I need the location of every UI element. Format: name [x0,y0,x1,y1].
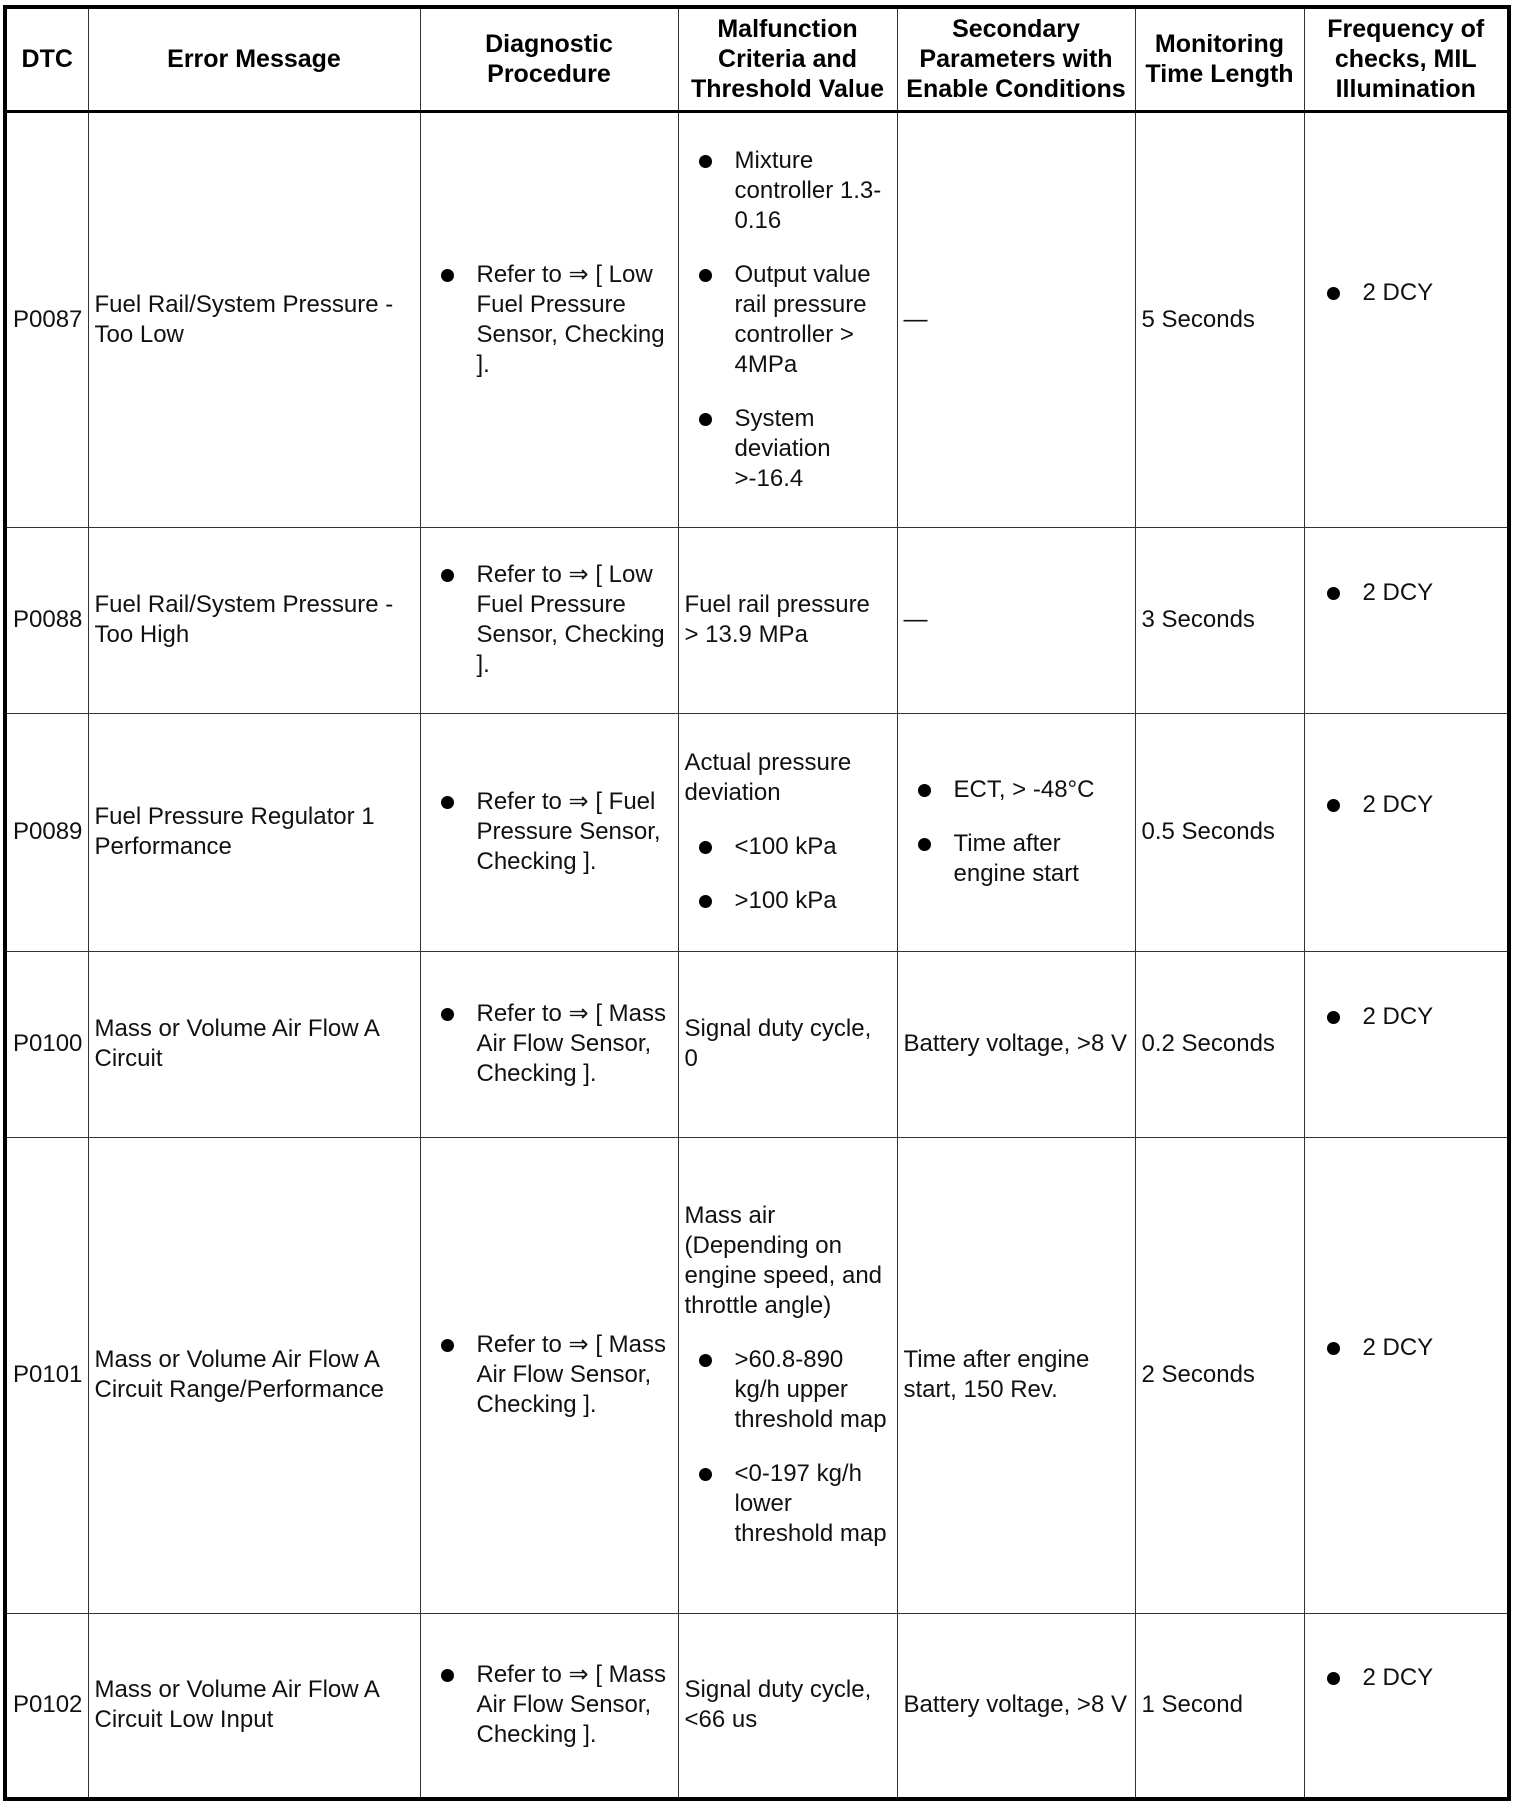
dtc-code: P0102 [5,1613,88,1799]
procedure-item: Refer to ⇒ [ Mass Air Flow Sensor, Checking ]. [477,999,672,1089]
mil-item-list [1317,1663,1502,1693]
procedure-item: Refer to ⇒ [ Low Fuel Pressure Sensor, Checking ]. [477,560,672,680]
dtc-code: P0087 [5,111,88,527]
secondary-parameters: — [897,111,1135,527]
procedure-item: Refer to ⇒ [ Mass Air Flow Sensor, Checking ]. [477,1330,672,1420]
monitoring-time: 2 Seconds [1135,1137,1304,1613]
secondary-parameters-text: Battery voltage, >8 V [903,1691,1127,1719]
table-row [5,527,1509,713]
criteria-item: Output value rail pressure controller > 4MPa [735,260,891,380]
criteria-item: >60.8-890 kg/h upper threshold map [735,1345,891,1435]
criteria-item-list [685,1345,891,1549]
mil-item: 2 DCY [1363,1002,1502,1032]
dtc-code: P0101 [5,1137,88,1613]
malfunction-criteria [678,713,897,951]
mil-item-list [1317,790,1502,820]
mil-item: 2 DCY [1363,1333,1502,1363]
header-secondary-parameters: Secondary Parameters with Enable Conditions [897,7,1135,111]
table-row [5,951,1509,1137]
header-row [5,7,1509,111]
mil-item: 2 DCY [1363,790,1502,820]
mil-frequency [1304,951,1509,1137]
secondary-parameters [897,1613,1135,1799]
malfunction-criteria [678,951,897,1137]
error-message: Mass or Volume Air Flow A Circuit Range/Performance [88,1137,420,1613]
mil-frequency [1304,111,1509,527]
malfunction-criteria [678,1613,897,1799]
table-row [5,713,1509,951]
diagnostic-procedure [420,951,678,1137]
table-body [5,111,1509,1799]
mil-item: 2 DCY [1363,1663,1502,1693]
criteria-item: System deviation >-16.4 [735,404,891,494]
procedure-item-list [427,787,672,877]
procedure-item-list [427,999,672,1089]
secondary-item-list [904,775,1129,889]
monitoring-time: 0.2 Seconds [1135,951,1304,1137]
secondary-parameters [897,1137,1135,1613]
error-message: Fuel Rail/System Pressure - Too Low [88,111,420,527]
diagnostic-procedure [420,713,678,951]
dtc-table [3,5,1511,1801]
secondary-parameters [897,951,1135,1137]
malfunction-criteria-text: Signal duty cycle, <66 us [684,1676,872,1734]
secondary-item: ECT, > -48°C [954,775,1129,805]
criteria-item: <0-197 kg/h lower threshold map [735,1459,891,1549]
table-row [5,111,1509,527]
mil-frequency [1304,1137,1509,1613]
error-message: Fuel Rail/System Pressure - Too High [88,527,420,713]
malfunction-criteria [678,111,897,527]
malfunction-criteria-text: Fuel rail pressure > 13.9 MPa [684,591,870,648]
table-row [5,1137,1509,1613]
mil-item-list [1317,578,1502,608]
monitoring-time: 3 Seconds [1135,527,1304,713]
header-diagnostic-procedure: Diagnostic Procedure [420,7,678,111]
malfunction-criteria-text: Actual pressure deviation [684,749,852,806]
malfunction-criteria [678,527,897,713]
monitoring-time: 0.5 Seconds [1135,713,1304,951]
procedure-item: Refer to ⇒ [ Low Fuel Pressure Sensor, Checking ]. [477,260,672,380]
secondary-item: Time after engine start [954,829,1129,889]
mil-frequency [1304,1613,1509,1799]
criteria-item-list [685,832,891,916]
procedure-item: Refer to ⇒ [ Fuel Pressure Sensor, Checking ]. [477,787,672,877]
secondary-parameters: — [897,527,1135,713]
diagnostic-procedure [420,527,678,713]
dtc-code: P0088 [5,527,88,713]
criteria-item: >100 kPa [735,886,891,916]
secondary-parameters-text: Time after engine start, 150 Rev. [903,1346,1090,1403]
criteria-item: Mixture controller 1.3-0.16 [735,146,891,236]
diagnostic-procedure [420,1137,678,1613]
mil-item-list [1317,278,1502,308]
mil-item: 2 DCY [1363,578,1502,608]
malfunction-criteria [678,1137,897,1613]
error-message: Mass or Volume Air Flow A Circuit [88,951,420,1137]
diagnostic-procedure [420,111,678,527]
malfunction-criteria-text: Mass air (Depending on engine speed, and throttle angle) [684,1202,883,1319]
procedure-item-list [427,260,672,380]
header-monitoring-time: Monitoring Time Length [1135,7,1304,111]
mil-item-list [1317,1333,1502,1363]
dtc-code: P0089 [5,713,88,951]
error-message: Fuel Pressure Regulator 1 Performance [88,713,420,951]
procedure-item: Refer to ⇒ [ Mass Air Flow Sensor, Checking ]. [477,1660,672,1750]
dtc-code: P0100 [5,951,88,1137]
header-frequency-mil: Frequency of checks, MIL Illumination [1304,7,1509,111]
monitoring-time: 5 Seconds [1135,111,1304,527]
criteria-item: <100 kPa [735,832,891,862]
header-error-message: Error Message [88,7,420,111]
criteria-item-list [685,146,891,494]
monitoring-time: 1 Second [1135,1613,1304,1799]
mil-frequency [1304,713,1509,951]
procedure-item-list [427,560,672,680]
mil-frequency [1304,527,1509,713]
header-dtc: DTC [5,7,88,111]
secondary-parameters-text: Battery voltage, >8 V [903,1030,1127,1057]
header-malfunction-criteria: Malfunction Criteria and Threshold Value [678,7,897,111]
procedure-item-list [427,1330,672,1420]
error-message: Mass or Volume Air Flow A Circuit Low Input [88,1613,420,1799]
mil-item: 2 DCY [1363,278,1502,308]
table-row [5,1613,1509,1799]
secondary-parameters [897,713,1135,951]
malfunction-criteria-text: Signal duty cycle, 0 [684,1015,872,1072]
mil-item-list [1317,1002,1502,1032]
diagnostic-procedure [420,1613,678,1799]
procedure-item-list [427,1660,672,1750]
